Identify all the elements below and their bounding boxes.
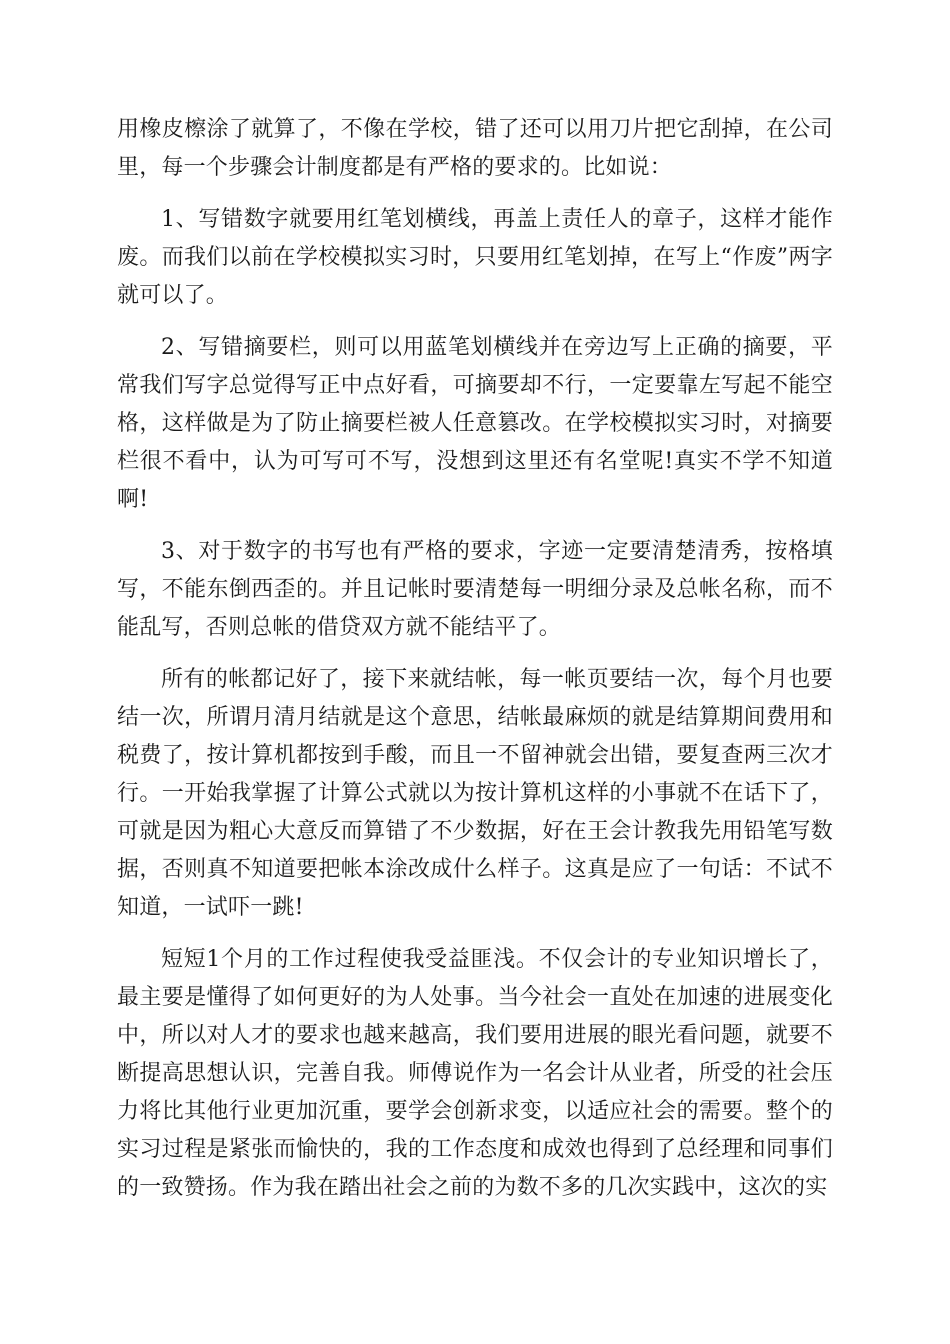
paragraph-rule-3: 3、对于数字的书写也有严格的要求，字迹一定要清楚清秀，按格填写，不能东倒西歪的。并且记帐时要清楚每一明细分录及总帐名称，而不能乱写，否则总帐的借贷双方就不能结平了。 <box>117 539 833 640</box>
paragraph-closing-accounts: 所有的帐都记好了，接下来就结帐，每一帐页要结一次，每个月也要结一次，所谓月清月结就是这个意思，结帐最麻烦的就是结算期间费用和税费了，按计算机都按到手酸，而且一不留神就会出错，要复查两三次才行。一开始我掌握了计算公式就以为按计算机这样的小事就不在话下了，可就是因为粗心大意反而算错了不少数据，好在王会计教我先用铅笔写数据，否则真不知道要把帐本涂改成什么样子。这真是应了一句话：不试不知道，一试吓一跳! <box>117 667 833 920</box>
paragraph-rule-2: 2、写错摘要栏，则可以用蓝笔划横线并在旁边写上正确的摘要，平常我们写字总觉得写正中点好看，可摘要却不行，一定要靠左写起不能空格，这样做是为了防止摘要栏被人任意篡改。在学校模拟实习时，对摘要栏很不看中，认为可写可不写，没想到这里还有名堂呢!真实不学不知道啊! <box>117 335 833 512</box>
document-body <box>117 111 833 1221</box>
paragraph-summary: 短短1个月的工作过程使我受益匪浅。不仅会计的专业知识增长了，最主要是懂得了如何更好的为人处事。当今社会一直处在加速的进展变化中，所以对人才的要求也越来越高，我们要用进展的眼光看问题，就要不断提高思想认识，完善自我。师傅说作为一名会计从业者，所受的社会压力将比其他行业更加沉重，要学会创新求变，以适应社会的需要。整个的实习过程是紧张而愉快的，我的工作态度和成效也得到了总经理和同事们的一致赞扬。作为我在踏出社会之前的为数不多的几次实践中，这次的实 <box>117 947 833 1200</box>
paragraph-continuation: 用橡皮檫涂了就算了，不像在学校，错了还可以用刀片把它刮掉，在公司里，每一个步骤会计制度都是有严格的要求的。比如说： <box>117 117 833 180</box>
paragraph-rule-1: 1、写错数字就要用红笔划横线，再盖上责任人的章子，这样才能作废。而我们以前在学校模拟实习时，只要用红笔划掉，在写上“作废”两字就可以了。 <box>117 207 833 308</box>
